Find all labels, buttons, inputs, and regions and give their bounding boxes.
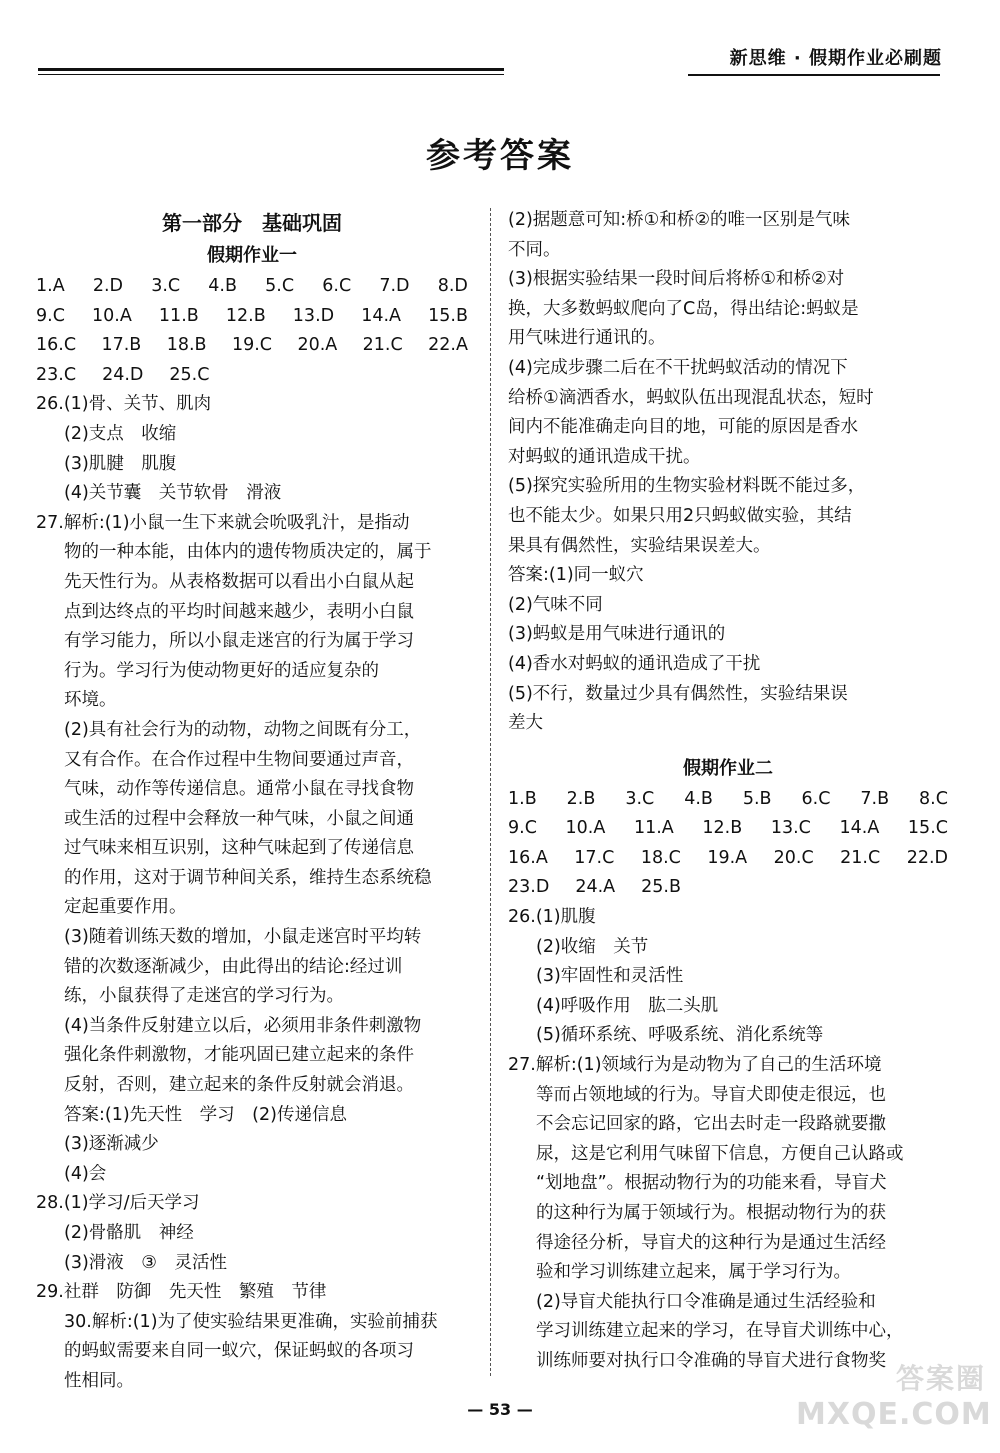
- watermark-logo: [796, 1357, 992, 1439]
- answer-line: 用气味进行通讯的。: [508, 328, 666, 349]
- answer-line: “划地盘”。根据动物行为的功能来看，导盲犬: [536, 1173, 887, 1194]
- answer-line: 性相同。: [64, 1370, 134, 1391]
- answer-line: 的这种行为属于领域行为。根据动物行为的获: [536, 1203, 886, 1223]
- mc-answer: 14.A: [361, 305, 402, 326]
- answer-line: 得途径分析，导盲犬的这种行为是通过生活经: [536, 1232, 886, 1253]
- mc-answer: 15.B: [428, 305, 468, 326]
- answer-line: (4)呼吸作用 肱二头肌: [536, 995, 719, 1016]
- answer-line: (3)牢固性和灵活性: [536, 966, 684, 987]
- answer-line: (2)据题意可知:桥①和桥②的唯一区别是气味: [508, 210, 851, 230]
- mc-answer: 24.D: [102, 364, 144, 385]
- mc-answer: 23.C: [36, 364, 77, 385]
- mc-answer: 20.A: [297, 335, 338, 356]
- mc-answer: 21.C: [362, 335, 403, 356]
- mc-answer: 6.C: [322, 276, 352, 296]
- mc-answer: 9.C: [508, 818, 537, 839]
- answer-line: 间内不能准确走向目的地，可能的原因是香水: [508, 417, 858, 438]
- right-column: [508, 206, 948, 1377]
- answer-line: (4)会: [64, 1163, 107, 1184]
- answer-line: (5)探究实验所用的生物实验材料既不能过多，: [508, 476, 866, 497]
- mc-row: [36, 272, 468, 302]
- answer-line: 对蚂蚁的通讯造成干扰。: [508, 446, 701, 467]
- answer-lines: [36, 390, 468, 1396]
- header-rule-thin: [38, 74, 504, 75]
- mc-answer: 2.D: [92, 276, 124, 296]
- column-divider: [490, 208, 491, 1376]
- answer-line: 强化条件刺激物，才能巩固已建立起来的条件: [64, 1045, 414, 1066]
- answer-line: (4)当条件反射建立以后，必须用非条件刺激物: [64, 1015, 422, 1036]
- mc-answer: 5.C: [265, 276, 295, 296]
- answer-line: 气味，动作等传递信息。通常小鼠在寻找食物: [64, 779, 414, 800]
- sub-title: 假期作业二: [683, 757, 773, 779]
- answer-line: 有学习能力，所以小鼠走迷宫的行为属于学习: [64, 631, 414, 652]
- mc-answer: 2.B: [566, 788, 596, 809]
- mc-answer: 4.B: [208, 276, 237, 296]
- answer-line: 环境。: [64, 690, 117, 711]
- page-number: — 53 —: [467, 1400, 533, 1419]
- mc-answer: 1.A: [36, 276, 65, 296]
- answer-line: 物的一种本能，由体内的遗传物质决定的，属于: [64, 542, 432, 563]
- answer-line: (5)循环系统、呼吸系统、消化系统等: [536, 1025, 824, 1046]
- answer-line: 差大: [508, 713, 543, 734]
- answer-line: 26.(1)肌腹: [508, 907, 596, 928]
- mc-answer: 22.A: [428, 335, 468, 356]
- mc-answer: 18.C: [640, 847, 681, 868]
- mc-answer: 16.C: [36, 335, 77, 356]
- mc-answer: 15.C: [907, 818, 948, 839]
- answer-line: (2)气味不同: [508, 594, 603, 615]
- mc-answer: 7.B: [860, 788, 890, 809]
- answer-line: 练，小鼠获得了走迷宫的学习行为。: [64, 986, 344, 1007]
- mc-answer: 19.A: [707, 847, 748, 868]
- answer-line: 尿，这是它利用气味留下信息，方便自己认路或: [536, 1143, 904, 1164]
- answer-line: (3)随着训练天数的增加，小鼠走迷宫时平均转: [64, 927, 422, 948]
- mc-answer: 17.B: [101, 335, 142, 356]
- mc-answer: 21.C: [840, 847, 881, 868]
- mc-answer: 6.C: [801, 788, 831, 809]
- answer-line: 等而占领地域的行为。导盲犬即使走很远，也: [536, 1084, 886, 1105]
- answer-line: 的作用，这对于调节种间关系，维持生态系统稳: [64, 867, 432, 888]
- answer-lines: [508, 903, 948, 1377]
- mc-answer: 3.C: [151, 276, 181, 296]
- answer-line: (2)收缩 关节: [536, 936, 649, 957]
- mc-row: [508, 785, 948, 815]
- answer-line: 的蚂蚁需要来自同一蚁穴，保证蚂蚁的各项习: [64, 1341, 414, 1362]
- answer-lines: [508, 206, 948, 739]
- mc-answer: 4.B: [684, 788, 713, 809]
- answer-line: 不会忘记回家的路，它出去时走一段路就要撒: [536, 1114, 886, 1135]
- mc-answer: 25.B: [641, 877, 681, 898]
- mc-answer: 8.C: [919, 788, 948, 809]
- answer-line: (3)蚂蚁是用气味进行通讯的: [508, 624, 726, 645]
- watermark-bottom: MXQE.COM: [796, 1397, 992, 1432]
- mc-answer: 12.B: [225, 305, 266, 326]
- answer-line: 不同。: [508, 239, 561, 260]
- mc-answer: 16.A: [508, 847, 548, 868]
- page-title: 参考答案: [426, 136, 574, 176]
- answer-line: 给桥①滴洒香水，蚂蚁队伍出现混乱状态，短时: [508, 387, 874, 408]
- answer-line: 过气味来相互识别，这种气味起到了传递信息: [64, 838, 414, 859]
- answer-line: (4)完成步骤二后在不干扰蚂蚁活动的情况下: [508, 357, 848, 378]
- mc-answer: 1.B: [508, 788, 537, 809]
- multiple-choice-answers: [508, 785, 948, 903]
- answer-line: (3)肌腱 肌腹: [64, 453, 177, 474]
- multiple-choice-answers: [36, 272, 468, 390]
- header-brand: 新思维 · 假期作业必刷题: [729, 48, 942, 69]
- answer-line: 27.解析:(1)小鼠一生下来就会吮吸乳汁，是指动: [36, 512, 410, 533]
- header-rule: [38, 68, 504, 71]
- mc-row: [508, 873, 948, 903]
- answer-line: (4)关节囊 关节软骨 滑液: [64, 483, 282, 504]
- answer-line: 换，大多数蚂蚁爬向了C岛，得出结论:蚂蚁是: [508, 298, 859, 319]
- answer-line: (2)具有社会行为的动物，动物之间既有分工，: [64, 719, 422, 740]
- mc-answer: 13.D: [292, 305, 335, 326]
- answer-line: 反射，否则，建立起来的条件反射就会消退。: [64, 1075, 414, 1096]
- answer-line: (3)根据实验结果一段时间后将桥①和桥②对: [508, 269, 845, 290]
- mc-answer: 25.C: [169, 364, 210, 385]
- answer-line: 点到达终点的平均时间越来越少，表明小白鼠: [64, 601, 414, 622]
- answer-line: (2)支点 收缩: [64, 423, 177, 444]
- answer-line: 行为。学习行为使动物更好的适应复杂的: [64, 660, 379, 681]
- left-column: [36, 206, 468, 1397]
- mc-answer: 10.A: [565, 818, 606, 839]
- mc-answer: 3.C: [625, 788, 655, 809]
- answer-line: (5)不行，数量过少具有偶然性，实验结果误: [508, 683, 848, 704]
- mc-row: [508, 814, 948, 844]
- mc-answer: 19.C: [231, 335, 273, 356]
- answer-line: 果具有偶然性，实验结果误差大。: [508, 535, 771, 556]
- mc-row: [508, 844, 948, 874]
- answer-line: (2)导盲犬能执行口令准确是通过生活经验和: [536, 1291, 876, 1312]
- answer-line: 29.社群 防御 先天性 繁殖 节律: [36, 1282, 327, 1303]
- mc-answer: 11.B: [158, 305, 199, 326]
- answer-line: 答案:(1)同一蚁穴: [508, 565, 644, 586]
- section-title: 第一部分 基础巩固: [162, 211, 342, 235]
- answer-line: 错的次数逐渐减少，由此得出的结论:经过训: [64, 956, 403, 977]
- watermark-top: 答案圈: [895, 1362, 986, 1395]
- mc-row: [36, 331, 468, 361]
- answer-line: 定起重要作用。: [64, 897, 187, 918]
- mc-answer: 10.A: [92, 305, 132, 326]
- answer-line: 26.(1)骨、关节、肌肉: [36, 394, 212, 415]
- answer-line: 又有合作。在合作过程中生物间要通过声音，: [64, 749, 414, 770]
- answer-line: 训练师要对执行口令准确的导盲犬进行食物奖: [536, 1350, 886, 1371]
- mc-answer: 11.A: [633, 818, 674, 839]
- answer-line: 先天性行为。从表格数据可以看出小白鼠从起: [64, 571, 414, 592]
- mc-answer: 12.B: [702, 818, 743, 839]
- mc-answer: 7.D: [379, 276, 410, 296]
- mc-answer: 5.B: [742, 788, 772, 809]
- answer-line: 27.解析:(1)领域行为是动物为了自己的生活环境: [508, 1055, 882, 1076]
- answer-line: (4)香水对蚂蚁的通讯造成了干扰: [508, 653, 761, 674]
- answer-line: (2)骨骼肌 神经: [64, 1223, 194, 1243]
- answer-line: 或生活的过程中会释放一种气味，小鼠之间通: [64, 808, 414, 829]
- header-rule-right: [688, 74, 940, 76]
- mc-answer: 20.C: [773, 847, 814, 868]
- answer-line: 验和学习训练建立起来，属于学习行为。: [536, 1262, 851, 1283]
- mc-answer: 17.C: [574, 847, 615, 868]
- mc-answer: 22.D: [906, 847, 948, 868]
- answer-line: 也不能太少。如果只用2只蚂蚁做实验，其结: [508, 505, 852, 526]
- answer-line: 答案:(1)先天性 学习 (2)传递信息: [64, 1104, 347, 1125]
- mc-row: [36, 302, 468, 332]
- mc-row: [36, 361, 468, 391]
- answer-line: (3)逐渐减少: [64, 1134, 159, 1155]
- answer-line: 30.解析:(1)为了使实验结果更准确，实验前捕获: [64, 1311, 438, 1332]
- answer-line: (3)滑液 ③ 灵活性: [64, 1252, 227, 1273]
- mc-answer: 14.A: [839, 818, 880, 839]
- sub-title: 假期作业一: [207, 245, 297, 266]
- mc-answer: 9.C: [36, 305, 65, 326]
- answer-line: 学习训练建立起来的学习，在导盲犬训练中心，: [536, 1321, 904, 1342]
- mc-answer: 8.D: [437, 276, 468, 296]
- mc-answer: 24.A: [575, 877, 616, 898]
- mc-answer: 13.C: [770, 818, 811, 839]
- mc-answer: 23.D: [508, 877, 550, 898]
- mc-answer: 18.B: [166, 335, 207, 356]
- answer-line: 28.(1)学习/后天学习: [36, 1193, 200, 1214]
